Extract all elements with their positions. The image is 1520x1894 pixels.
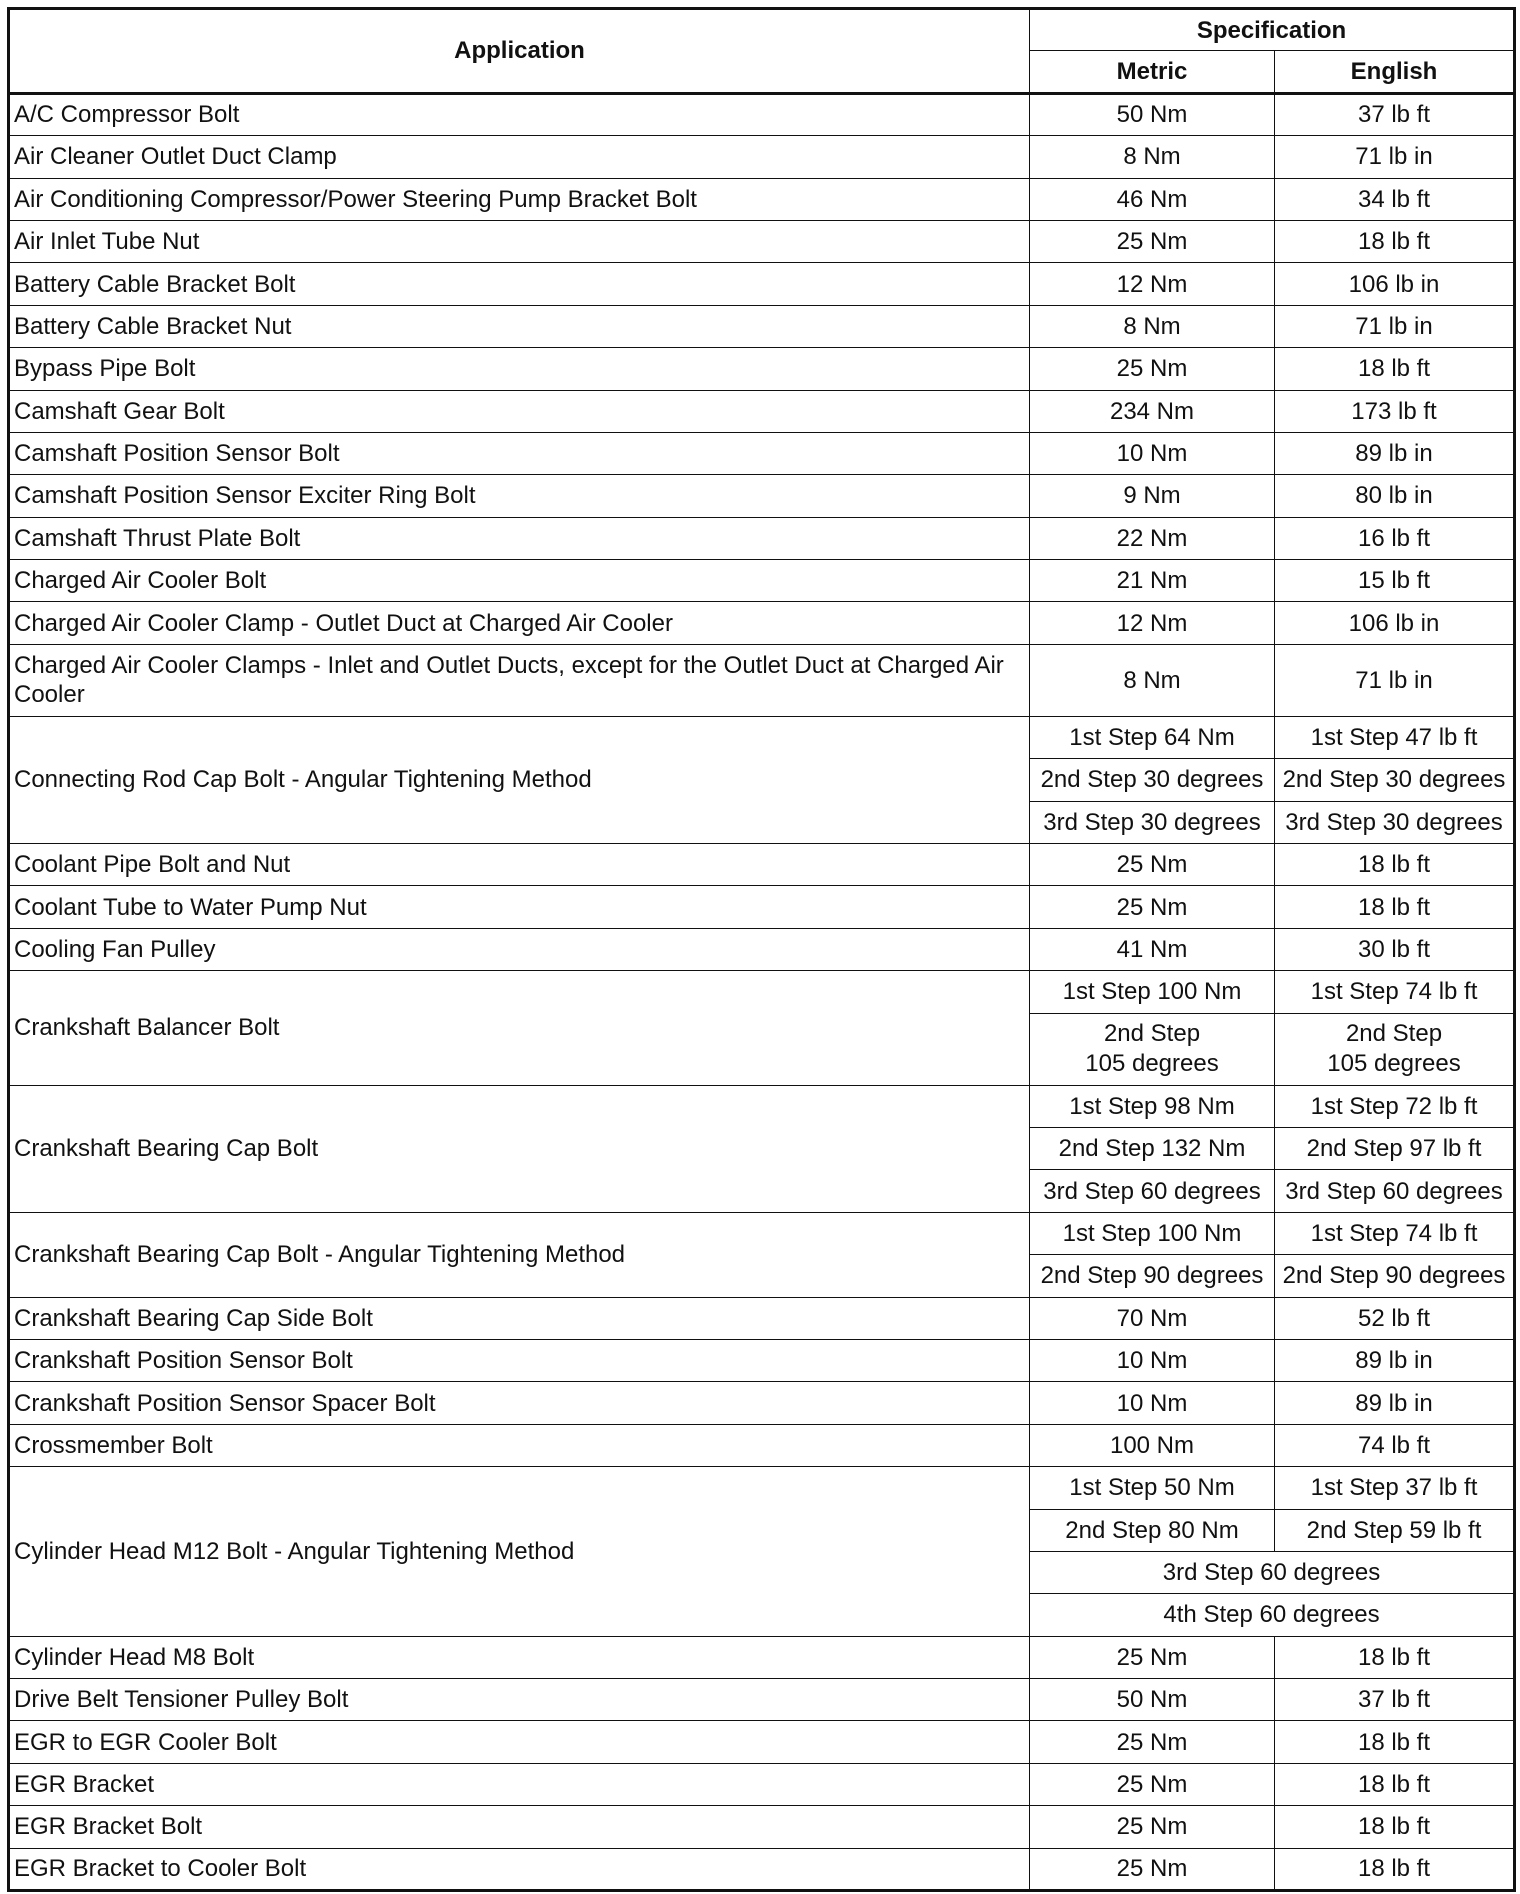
combined-spec-cell: 3rd Step 60 degrees [1030,1551,1515,1593]
application-cell: Charged Air Cooler Bolt [9,560,1030,602]
table-row [9,560,1515,602]
metric-value-cell: 1st Step 98 Nm [1030,1085,1275,1127]
metric-value-cell: 1st Step 64 Nm [1030,716,1275,758]
application-cell: Camshaft Position Sensor Exciter Ring Bolt [9,475,1030,517]
metric-value-cell: 8 Nm [1030,644,1275,716]
english-value-cell: 106 lb in [1275,263,1515,305]
english-value-cell: 18 lb ft [1275,844,1515,886]
table-row [9,93,1515,135]
english-value-cell: 89 lb in [1275,1339,1515,1381]
metric-value-cell: 1st Step 100 Nm [1030,971,1275,1013]
torque-specification-table [7,7,1516,1892]
table-row [9,1467,1515,1509]
table-row [9,602,1515,644]
application-cell: Air Cleaner Outlet Duct Clamp [9,136,1030,178]
metric-value-cell: 70 Nm [1030,1297,1275,1339]
metric-value-cell: 1st Step 50 Nm [1030,1467,1275,1509]
table-row [9,971,1515,1013]
table-body [9,93,1515,1890]
combined-spec-cell: 4th Step 60 degrees [1030,1594,1515,1636]
metric-value-cell: 10 Nm [1030,1339,1275,1381]
application-cell: Drive Belt Tensioner Pulley Bolt [9,1679,1030,1721]
application-cell: Charged Air Cooler Clamps - Inlet and Outlet Ducts, except for the Outlet Duct at Charged Air Cooler [9,644,1030,716]
metric-value-cell: 8 Nm [1030,136,1275,178]
table-row [9,390,1515,432]
metric-value-cell: 12 Nm [1030,263,1275,305]
table-row [9,1297,1515,1339]
english-value-cell: 1st Step 74 lb ft [1275,971,1515,1013]
table-row [9,220,1515,262]
application-cell: EGR Bracket [9,1763,1030,1805]
english-value-cell: 74 lb ft [1275,1424,1515,1466]
application-cell: Crankshaft Bearing Cap Bolt - Angular Tightening Method [9,1212,1030,1297]
application-cell: Crankshaft Position Sensor Bolt [9,1339,1030,1381]
metric-value-cell: 100 Nm [1030,1424,1275,1466]
application-column-header: Application [9,9,1030,94]
english-value-cell: 1st Step 37 lb ft [1275,1467,1515,1509]
table-row [9,928,1515,970]
table-row [9,1339,1515,1381]
english-value-cell: 18 lb ft [1275,886,1515,928]
metric-value-cell: 25 Nm [1030,1636,1275,1678]
table-row [9,844,1515,886]
metric-value-cell: 25 Nm [1030,1721,1275,1763]
english-value-cell: 37 lb ft [1275,1679,1515,1721]
metric-column-header: Metric [1030,51,1275,93]
application-cell: Battery Cable Bracket Bolt [9,263,1030,305]
metric-value-cell: 8 Nm [1030,305,1275,347]
metric-value-cell: 25 Nm [1030,1763,1275,1805]
english-value-cell: 18 lb ft [1275,1763,1515,1805]
table-row [9,178,1515,220]
english-column-header: English [1275,51,1515,93]
application-cell: EGR Bracket Bolt [9,1806,1030,1848]
metric-value-cell: 25 Nm [1030,886,1275,928]
table-row [9,886,1515,928]
english-value-cell: 2nd Step 105 degrees [1275,1013,1515,1085]
english-value-cell: 30 lb ft [1275,928,1515,970]
application-cell: Cooling Fan Pulley [9,928,1030,970]
english-value-cell: 71 lb in [1275,305,1515,347]
english-value-cell: 2nd Step 30 degrees [1275,759,1515,801]
metric-value-cell: 46 Nm [1030,178,1275,220]
english-value-cell: 18 lb ft [1275,1636,1515,1678]
metric-value-cell: 21 Nm [1030,560,1275,602]
table-row [9,1721,1515,1763]
metric-value-cell: 2nd Step 30 degrees [1030,759,1275,801]
english-value-cell: 2nd Step 97 lb ft [1275,1127,1515,1169]
table-header [9,9,1515,94]
table-row [9,716,1515,758]
table-row [9,517,1515,559]
metric-value-cell: 50 Nm [1030,93,1275,135]
english-value-cell: 173 lb ft [1275,390,1515,432]
application-cell: Air Inlet Tube Nut [9,220,1030,262]
english-value-cell: 2nd Step 90 degrees [1275,1255,1515,1297]
english-value-cell: 71 lb in [1275,136,1515,178]
english-value-cell: 89 lb in [1275,1382,1515,1424]
table-row [9,1085,1515,1127]
application-cell: Coolant Pipe Bolt and Nut [9,844,1030,886]
application-cell: Crossmember Bolt [9,1424,1030,1466]
metric-value-cell: 25 Nm [1030,844,1275,886]
english-value-cell: 18 lb ft [1275,1721,1515,1763]
table-row [9,475,1515,517]
english-value-cell: 34 lb ft [1275,178,1515,220]
english-value-cell: 1st Step 72 lb ft [1275,1085,1515,1127]
english-value-cell: 16 lb ft [1275,517,1515,559]
english-value-cell: 1st Step 47 lb ft [1275,716,1515,758]
english-value-cell: 18 lb ft [1275,1806,1515,1848]
application-cell: Cylinder Head M8 Bolt [9,1636,1030,1678]
application-cell: Camshaft Gear Bolt [9,390,1030,432]
metric-value-cell: 2nd Step 132 Nm [1030,1127,1275,1169]
application-cell: Crankshaft Bearing Cap Side Bolt [9,1297,1030,1339]
specification-column-header: Specification [1030,9,1515,51]
english-value-cell: 2nd Step 59 lb ft [1275,1509,1515,1551]
english-value-cell: 106 lb in [1275,602,1515,644]
metric-value-cell: 3rd Step 30 degrees [1030,801,1275,843]
application-cell: Crankshaft Bearing Cap Bolt [9,1085,1030,1212]
table-row [9,136,1515,178]
metric-value-cell: 25 Nm [1030,1848,1275,1890]
english-value-cell: 71 lb in [1275,644,1515,716]
metric-value-cell: 2nd Step 90 degrees [1030,1255,1275,1297]
application-cell: Cylinder Head M12 Bolt - Angular Tightening Method [9,1467,1030,1637]
metric-value-cell: 3rd Step 60 degrees [1030,1170,1275,1212]
table-row [9,1679,1515,1721]
metric-value-cell: 25 Nm [1030,348,1275,390]
metric-value-cell: 2nd Step 105 degrees [1030,1013,1275,1085]
metric-value-cell: 10 Nm [1030,432,1275,474]
application-cell: EGR Bracket to Cooler Bolt [9,1848,1030,1890]
table-row [9,263,1515,305]
table-row [9,1636,1515,1678]
metric-value-cell: 234 Nm [1030,390,1275,432]
metric-value-cell: 22 Nm [1030,517,1275,559]
table-row [9,1763,1515,1805]
english-value-cell: 15 lb ft [1275,560,1515,602]
english-value-cell: 80 lb in [1275,475,1515,517]
english-value-cell: 89 lb in [1275,432,1515,474]
metric-value-cell: 2nd Step 80 Nm [1030,1509,1275,1551]
english-value-cell: 3rd Step 30 degrees [1275,801,1515,843]
english-value-cell: 18 lb ft [1275,1848,1515,1890]
table-row [9,432,1515,474]
table-row [9,1806,1515,1848]
metric-value-cell: 25 Nm [1030,1806,1275,1848]
metric-value-cell: 1st Step 100 Nm [1030,1212,1275,1254]
metric-value-cell: 12 Nm [1030,602,1275,644]
application-cell: A/C Compressor Bolt [9,93,1030,135]
application-cell: Connecting Rod Cap Bolt - Angular Tightening Method [9,716,1030,843]
metric-value-cell: 10 Nm [1030,1382,1275,1424]
table-row [9,348,1515,390]
application-cell: Charged Air Cooler Clamp - Outlet Duct at Charged Air Cooler [9,602,1030,644]
english-value-cell: 3rd Step 60 degrees [1275,1170,1515,1212]
table-row [9,305,1515,347]
metric-value-cell: 9 Nm [1030,475,1275,517]
english-value-cell: 37 lb ft [1275,93,1515,135]
metric-value-cell: 50 Nm [1030,1679,1275,1721]
english-value-cell: 1st Step 74 lb ft [1275,1212,1515,1254]
application-cell: Bypass Pipe Bolt [9,348,1030,390]
metric-value-cell: 41 Nm [1030,928,1275,970]
table-row [9,1212,1515,1254]
table-row [9,644,1515,716]
application-cell: Coolant Tube to Water Pump Nut [9,886,1030,928]
application-cell: Crankshaft Position Sensor Spacer Bolt [9,1382,1030,1424]
metric-value-cell: 25 Nm [1030,220,1275,262]
english-value-cell: 18 lb ft [1275,348,1515,390]
application-cell: Air Conditioning Compressor/Power Steering Pump Bracket Bolt [9,178,1030,220]
table-row [9,1424,1515,1466]
application-cell: Battery Cable Bracket Nut [9,305,1030,347]
english-value-cell: 52 lb ft [1275,1297,1515,1339]
application-cell: Camshaft Thrust Plate Bolt [9,517,1030,559]
table-row [9,1382,1515,1424]
application-cell: Camshaft Position Sensor Bolt [9,432,1030,474]
table-row [9,1848,1515,1890]
english-value-cell: 18 lb ft [1275,220,1515,262]
application-cell: EGR to EGR Cooler Bolt [9,1721,1030,1763]
application-cell: Crankshaft Balancer Bolt [9,971,1030,1085]
